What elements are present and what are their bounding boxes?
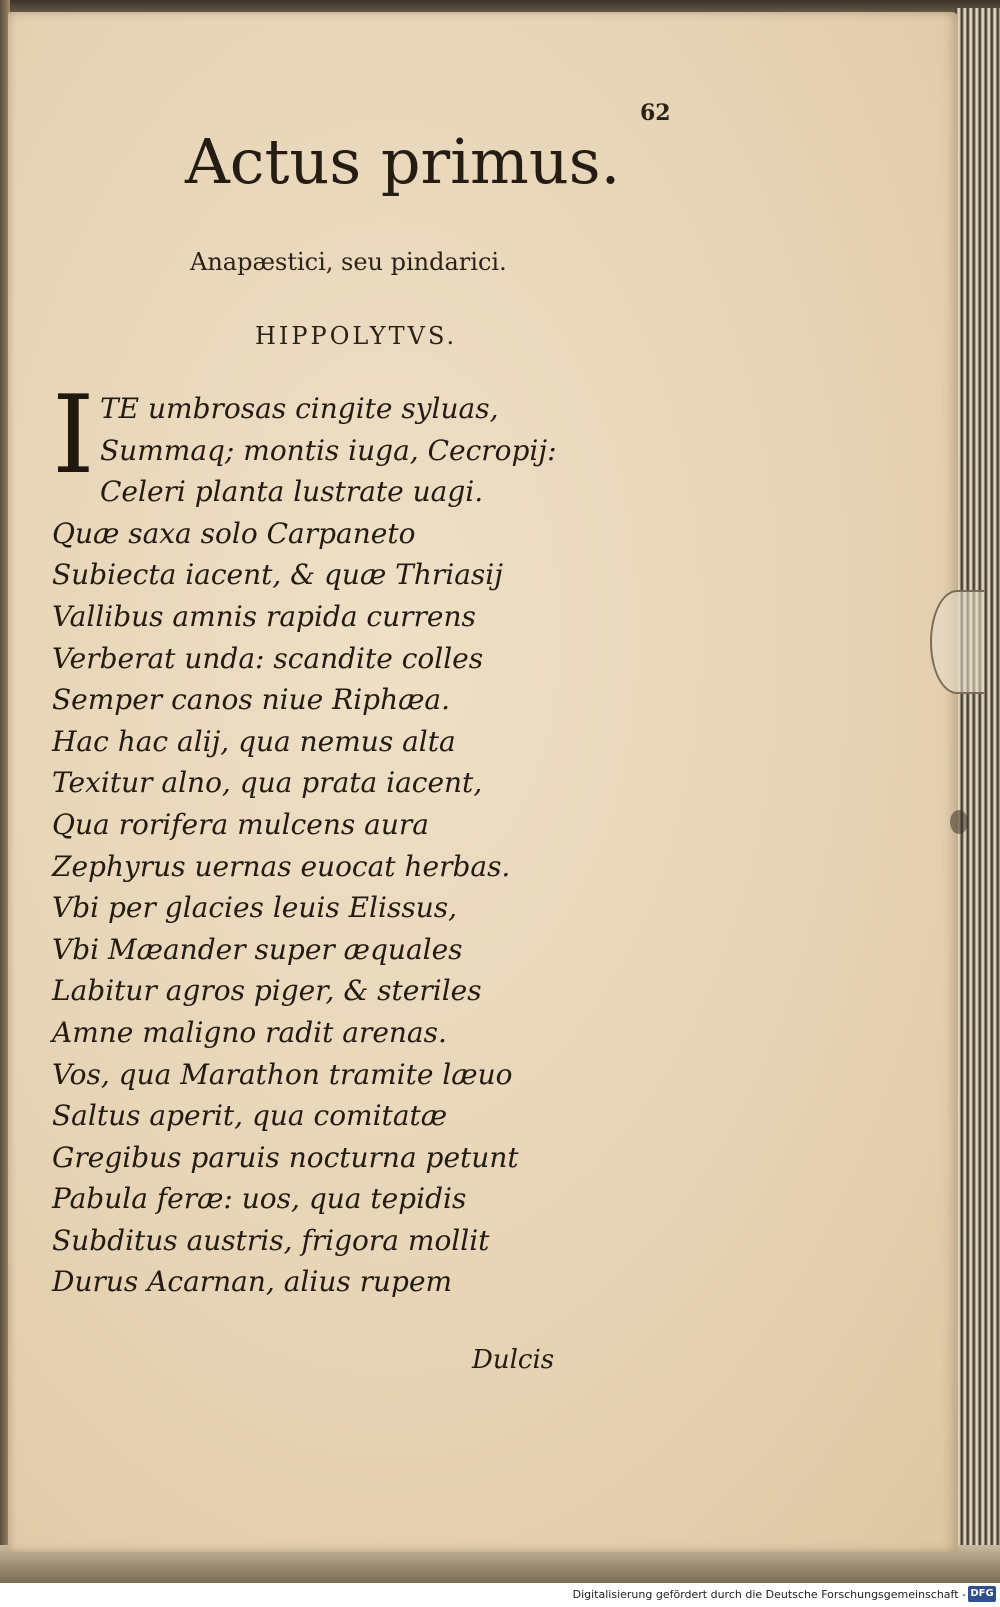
- verse-line: Zephyrus uernas euocat herbas.: [52, 849, 511, 883]
- book-clasp: [930, 590, 984, 694]
- verse-line: Verberat unda: scandite colles: [52, 641, 484, 675]
- verse-line: Durus Acarnan, alius rupem: [52, 1265, 453, 1299]
- digitization-credit: Digitalisierung gefördert durch die Deutsche Forschungsgemeinschaft -: [572, 1588, 966, 1601]
- verse-line: Celeri planta lustrate uagi.: [100, 475, 484, 509]
- dfg-logo-icon: DFG: [968, 1586, 996, 1602]
- verse-line: Pabula feræ: uos, qua tepidis: [52, 1182, 467, 1216]
- verse-line: Subiecta iacent, & quæ Thriasij: [52, 558, 503, 592]
- verse-line: Texitur alno, qua prata iacent,: [52, 766, 483, 800]
- verse-line: Subditus austris, frigora mollit: [52, 1223, 490, 1257]
- catchword: Dulcis: [472, 1345, 555, 1375]
- verse-line: Gregibus paruis nocturna petunt: [52, 1140, 519, 1174]
- folio-number: 62: [640, 100, 671, 126]
- verse-line: Vos, qua Marathon tramite læuo: [52, 1057, 513, 1091]
- verse-line: Quæ saxa solo Carpaneto: [52, 516, 416, 550]
- drop-cap-initial: I: [52, 373, 95, 498]
- verse-line: Labitur agros piger, & steriles: [52, 974, 482, 1008]
- verse-line: Qua rorifera mulcens aura: [52, 807, 429, 841]
- verse-line: Vbi per glacies leuis Elissus,: [52, 891, 458, 925]
- verse-line: Saltus aperit, qua comitatæ: [52, 1099, 448, 1133]
- verse-line: TE umbrosas cingite syluas,: [100, 392, 499, 425]
- verse-line: Vallibus amnis rapida currens: [52, 599, 476, 633]
- act-title: Actus primus.: [185, 125, 621, 198]
- speaker-name: HIPPOLYTVS.: [255, 322, 458, 350]
- verse-line: Summaq; montis iuga, Cecropij:: [100, 433, 557, 467]
- meter-subtitle: Anapæstici, seu pindarici.: [190, 248, 507, 276]
- ink-stain: [950, 810, 968, 834]
- verse-block: [52, 373, 672, 1303]
- verse-line: Vbi Mæander super æquales: [52, 932, 463, 966]
- book-edge-right: [955, 8, 1000, 1578]
- verse-line: Hac hac alij, qua nemus alta: [52, 724, 456, 758]
- verse-line: Semper canos niue Riphæa.: [52, 683, 451, 717]
- verse-line: Amne maligno radit arenas.: [52, 1015, 447, 1049]
